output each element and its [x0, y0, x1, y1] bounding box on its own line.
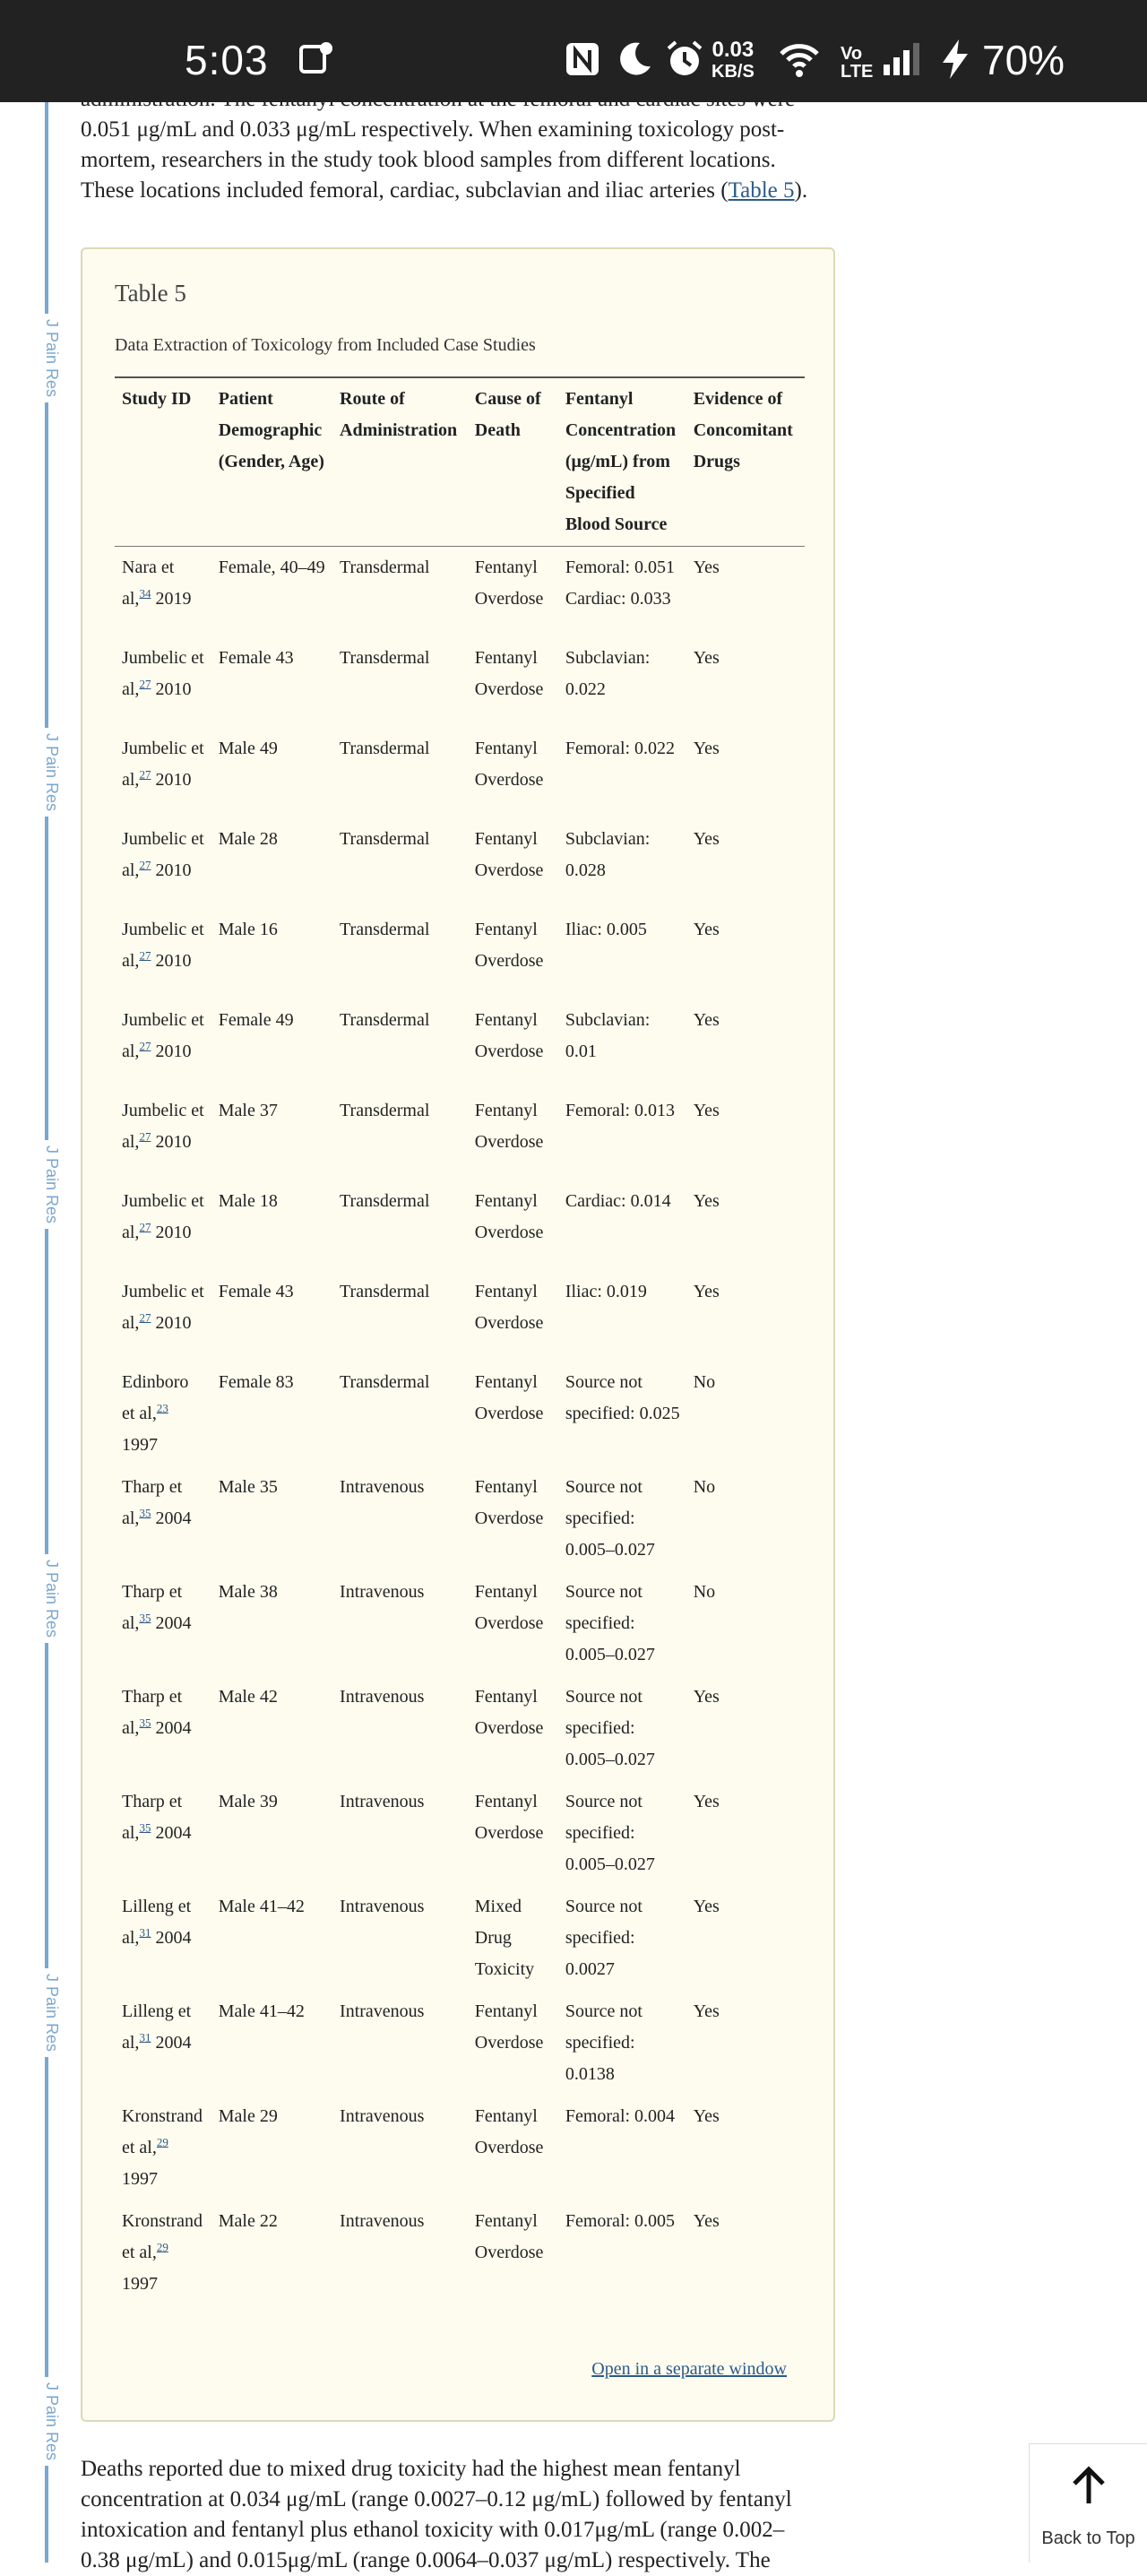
study-year: 2004 — [155, 1508, 192, 1528]
article-paragraph-top — [81, 84, 833, 206]
cell-concomitant: Yes — [693, 2210, 720, 2231]
table-number: Table 5 — [115, 280, 186, 307]
cell-study-id — [115, 1571, 211, 1676]
table-title: Data Extraction of Toxicology from Included Case Studies — [115, 335, 536, 355]
study-name: Edinboro et al, — [122, 1371, 189, 1423]
cell-concentration: Iliac: 0.019 — [565, 1281, 647, 1301]
cell-demographic: Male 35 — [218, 1476, 278, 1497]
study-name: Tharp et al, — [122, 1581, 183, 1633]
cell-demographic: Male 16 — [218, 919, 278, 939]
do-not-disturb-moon-icon — [613, 38, 656, 81]
cell-cause: Fentanyl Overdose — [474, 1009, 544, 1061]
cell-concentration: Source not specified: 0.0027 — [565, 1896, 642, 1979]
cell-route: Transdermal — [340, 1100, 430, 1120]
study-year: 2010 — [155, 679, 192, 699]
table-row — [115, 1571, 805, 1676]
charging-bolt-icon — [934, 38, 977, 81]
study-name: Nara et al, — [122, 558, 175, 609]
study-name: Jumbelic et al, — [122, 919, 204, 971]
cell-concomitant: No — [693, 1371, 716, 1392]
rail-label: J Pain Res — [32, 1140, 61, 1229]
battery-percent: 70% — [982, 37, 1065, 83]
study-year: 2004 — [155, 1822, 192, 1843]
back-to-top-label: Back to Top — [1041, 2528, 1135, 2548]
cell-route: Transdermal — [340, 1009, 430, 1030]
cell-study-id — [115, 728, 211, 818]
wifi-icon — [778, 38, 821, 81]
cell-concentration: Source not specified: 0.0138 — [565, 2001, 642, 2084]
cell-route: Transdermal — [340, 1190, 430, 1211]
table-5-link[interactable]: Table 5 — [728, 178, 795, 203]
study-name: Tharp et al, — [122, 1791, 183, 1843]
cell-demographic: Male 37 — [218, 1100, 278, 1120]
cell-study-id — [115, 1180, 211, 1271]
cell-concentration: Femoral: 0.022 — [565, 738, 676, 758]
toxicology-table — [115, 378, 805, 2305]
network-speed-value: 0.03 — [711, 38, 755, 62]
cell-study-id — [115, 818, 211, 909]
volte-top: Vo — [841, 44, 863, 64]
reference-link[interactable]: 35 — [139, 1820, 151, 1834]
cell-cause: Fentanyl Overdose — [474, 738, 544, 790]
table-row — [115, 1090, 805, 1180]
cell-study-id — [115, 547, 211, 637]
cell-route: Transdermal — [340, 919, 430, 939]
cell-concomitant: Yes — [693, 647, 720, 668]
study-name: Kronstrand et al, — [122, 2105, 203, 2157]
reference-link[interactable]: 29 — [156, 2134, 168, 2148]
study-year: 2019 — [155, 589, 192, 609]
cell-route: Intravenous — [340, 2210, 425, 2231]
study-name: Jumbelic et al, — [122, 647, 204, 699]
reference-link[interactable]: 35 — [139, 1610, 151, 1624]
reference-link[interactable]: 29 — [156, 2239, 168, 2253]
paragraph-line: These locations included femoral, cardiac, subclavian and iliac arteries ( — [81, 178, 729, 203]
cell-cause: Fentanyl Overdose — [474, 1190, 544, 1242]
cell-cause: Fentanyl Overdose — [474, 828, 544, 880]
signal-strength-icon — [880, 38, 923, 81]
table-row — [115, 547, 805, 637]
cell-concentration: Source not specified: 0.005–0.027 — [565, 1476, 655, 1560]
cell-concentration: Source not specified: 0.005–0.027 — [565, 1791, 655, 1874]
paragraph-line: 0.38 μg/mL) and 0.015μg/mL (range 0.0064–0.037 μg/mL) respectively. The — [81, 2548, 771, 2572]
table-row — [115, 728, 805, 818]
table-row — [115, 2096, 805, 2200]
study-year: 1997 — [122, 2168, 158, 2189]
cell-demographic: Male 39 — [218, 1791, 278, 1811]
table-row — [115, 1361, 805, 1466]
cell-concentration: Femoral: 0.051 Cardiac: 0.033 — [565, 558, 676, 609]
cell-study-id — [115, 2200, 211, 2305]
header-cause-of-death: Cause of Death — [468, 378, 558, 547]
article-paragraph-bottom — [81, 2454, 833, 2576]
cell-demographic: Male 22 — [218, 2210, 278, 2231]
alarm-clock-icon — [663, 38, 706, 81]
header-fentanyl-concentration: Fentanyl Concentration (μg/mL) from Specified Blood Source — [558, 378, 686, 547]
cell-demographic: Female 43 — [218, 1281, 294, 1301]
cell-route: Transdermal — [340, 647, 430, 668]
reference-link[interactable]: 35 — [139, 1505, 151, 1519]
cell-concomitant: Yes — [693, 2001, 720, 2021]
table-row — [115, 818, 805, 909]
study-name: Jumbelic et al, — [122, 1009, 204, 1061]
cell-concentration: Femoral: 0.004 — [565, 2105, 676, 2126]
study-year: 2004 — [155, 1927, 192, 1948]
cell-study-id — [115, 1781, 211, 1886]
cell-route: Transdermal — [340, 828, 430, 849]
arrow-up-icon — [1067, 2464, 1110, 2507]
cell-concomitant: Yes — [693, 738, 720, 758]
cell-concomitant: Yes — [693, 2105, 720, 2126]
cell-cause: Fentanyl Overdose — [474, 558, 544, 609]
study-name: Jumbelic et al, — [122, 1190, 204, 1242]
reference-link[interactable]: 27 — [139, 857, 151, 871]
cell-cause: Mixed Drug Toxicity — [474, 1896, 535, 1979]
back-to-top-button[interactable] — [1029, 2443, 1147, 2563]
cell-route: Transdermal — [340, 1371, 430, 1392]
cell-cause: Fentanyl Overdose — [474, 2001, 544, 2053]
cell-study-id — [115, 637, 211, 728]
cell-demographic: Male 29 — [218, 2105, 278, 2126]
cell-study-id — [115, 1090, 211, 1180]
cell-concentration: Subclavian: 0.01 — [565, 1009, 651, 1061]
nfc-icon — [561, 38, 604, 81]
study-name: Jumbelic et al, — [122, 828, 204, 880]
study-name: Jumbelic et al, — [122, 1100, 204, 1152]
study-name: Lilleng et al, — [122, 1896, 192, 1948]
cell-study-id — [115, 1991, 211, 2096]
study-name: Tharp et al, — [122, 1686, 183, 1738]
cell-route: Intravenous — [340, 1581, 425, 1602]
study-year: 1997 — [122, 2273, 158, 2294]
table-row — [115, 1180, 805, 1271]
reference-link[interactable]: 27 — [139, 676, 151, 690]
table-scroll-area[interactable] — [115, 376, 805, 2339]
study-year: 2010 — [155, 1131, 192, 1152]
cell-cause: Fentanyl Overdose — [474, 1100, 544, 1152]
study-year: 2010 — [155, 950, 192, 971]
study-year: 2004 — [155, 1717, 192, 1738]
network-speed-unit: KB/S — [711, 62, 755, 82]
cell-study-id — [115, 1886, 211, 1991]
study-year: 2010 — [155, 1041, 192, 1061]
header-concomitant-drugs: Evidence of Concomitant Drugs — [686, 378, 805, 547]
cell-route: Intravenous — [340, 2105, 425, 2126]
journal-side-rail — [45, 102, 48, 2563]
cell-demographic: Male 41–42 — [218, 1896, 305, 1916]
table-row — [115, 1991, 805, 2096]
study-name: Kronstrand et al, — [122, 2210, 203, 2262]
cell-route: Intravenous — [340, 1791, 425, 1811]
cell-concomitant: Yes — [693, 828, 720, 849]
cell-demographic: Male 49 — [218, 738, 278, 758]
study-year: 2010 — [155, 769, 192, 790]
cell-concomitant: Yes — [693, 1009, 720, 1030]
reference-link[interactable]: 23 — [156, 1400, 168, 1414]
table-row — [115, 2200, 805, 2305]
cell-demographic: Male 42 — [218, 1686, 278, 1707]
clock-time: 5:03 — [185, 37, 269, 83]
header-patient-demographic: Patient Demographic (Gender, Age) — [211, 378, 332, 547]
reference-link[interactable]: 27 — [139, 1310, 151, 1324]
cell-cause: Fentanyl Overdose — [474, 1581, 544, 1633]
cell-study-id — [115, 999, 211, 1090]
cell-concomitant: Yes — [693, 1686, 720, 1707]
table-header-row — [115, 378, 805, 547]
cell-route: Transdermal — [340, 738, 430, 758]
cell-cause: Fentanyl Overdose — [474, 1686, 544, 1738]
cell-concentration: Source not specified: 0.005–0.027 — [565, 1581, 655, 1664]
paragraph-line: concentration at 0.034 μg/mL (range 0.0027–0.12 μg/mL) followed by fentanyl — [81, 2487, 792, 2511]
reference-link[interactable]: 27 — [139, 1038, 151, 1052]
cell-concomitant: Yes — [693, 1100, 720, 1120]
study-year: 2004 — [155, 1612, 192, 1633]
cell-route: Transdermal — [340, 1281, 430, 1301]
cell-cause: Fentanyl Overdose — [474, 1281, 544, 1333]
open-in-separate-window-link[interactable]: Open in a separate window — [591, 2359, 787, 2379]
table-5-box — [81, 247, 835, 2422]
cell-demographic: Female 49 — [218, 1009, 294, 1030]
cell-concomitant: Yes — [693, 919, 720, 939]
header-study-id: Study ID — [115, 378, 211, 547]
cell-concentration: Femoral: 0.013 — [565, 1100, 676, 1120]
table-row — [115, 1466, 805, 1571]
cell-demographic: Male 28 — [218, 828, 278, 849]
cell-cause: Fentanyl Overdose — [474, 1791, 544, 1843]
cell-demographic: Female, 40–49 — [218, 558, 325, 577]
cell-study-id — [115, 909, 211, 999]
paragraph-line: ). — [794, 178, 808, 203]
header-route: Route of Administration — [332, 378, 468, 547]
reference-link[interactable]: 27 — [139, 1219, 151, 1233]
cell-concomitant: No — [693, 1581, 716, 1602]
cell-concentration: Cardiac: 0.014 — [565, 1190, 671, 1211]
cell-route: Intravenous — [340, 1686, 425, 1707]
cell-concomitant: No — [693, 1476, 716, 1497]
volte-bottom: LTE — [841, 62, 874, 82]
cell-demographic: Female 83 — [218, 1371, 294, 1392]
status-bar — [0, 0, 1147, 102]
rail-label: J Pain Res — [32, 2377, 61, 2466]
cell-study-id — [115, 1466, 211, 1571]
cell-cause: Fentanyl Overdose — [474, 919, 544, 971]
table-row — [115, 999, 805, 1090]
reference-link[interactable]: 27 — [139, 766, 151, 781]
study-name: Jumbelic et al, — [122, 738, 204, 790]
cell-study-id — [115, 1271, 211, 1361]
cell-route: Intravenous — [340, 1476, 425, 1497]
cell-concomitant: Yes — [693, 1190, 720, 1211]
table-row — [115, 1676, 805, 1781]
cell-cause: Fentanyl Overdose — [474, 1371, 544, 1423]
cell-study-id — [115, 1361, 211, 1466]
reference-link[interactable]: 35 — [139, 1715, 151, 1729]
rail-label: J Pain Res — [32, 1554, 61, 1643]
cell-concentration: Subclavian: 0.028 — [565, 828, 651, 880]
cell-route: Intravenous — [340, 2001, 425, 2021]
cell-study-id — [115, 2096, 211, 2200]
paragraph-line: Deaths reported due to mixed drug toxicity had the highest mean fentanyl — [81, 2457, 741, 2481]
cell-cause: Fentanyl Overdose — [474, 2105, 544, 2157]
study-year: 2010 — [155, 860, 192, 880]
cell-concentration: Iliac: 0.005 — [565, 919, 647, 939]
reference-link[interactable]: 27 — [139, 947, 151, 962]
reference-link[interactable]: 31 — [139, 2029, 151, 2044]
table-row — [115, 1781, 805, 1886]
study-year: 1997 — [122, 1434, 158, 1455]
study-name: Tharp et al, — [122, 1476, 183, 1528]
volte-indicator — [841, 45, 873, 81]
study-year: 2010 — [155, 1312, 192, 1333]
cell-demographic: Male 38 — [218, 1581, 278, 1602]
cell-concomitant: Yes — [693, 1896, 720, 1916]
paragraph-line: 0.051 μg/mL and 0.033 μg/mL respectively. When examining toxicology post- — [81, 117, 785, 142]
cell-demographic: Female 43 — [218, 647, 294, 668]
cell-cause: Fentanyl Overdose — [474, 647, 544, 699]
cell-route: Intravenous — [340, 1896, 425, 1916]
cell-study-id — [115, 1676, 211, 1781]
cell-concentration: Subclavian: 0.022 — [565, 647, 651, 699]
study-name: Jumbelic et al, — [122, 1281, 204, 1333]
cell-cause: Fentanyl Overdose — [474, 2210, 544, 2262]
rail-label: J Pain Res — [32, 314, 61, 402]
reference-link[interactable]: 34 — [139, 586, 151, 601]
cell-concentration: Source not specified: 0.005–0.027 — [565, 1686, 655, 1769]
study-year: 2010 — [155, 1222, 192, 1242]
cell-cause: Fentanyl Overdose — [474, 1476, 544, 1528]
study-year: 2004 — [155, 2032, 192, 2053]
cell-concomitant: Yes — [693, 1791, 720, 1811]
rail-label: J Pain Res — [32, 1968, 61, 2057]
reference-link[interactable]: 27 — [139, 1128, 151, 1143]
table-row — [115, 1886, 805, 1991]
study-name: Lilleng et al, — [122, 2001, 192, 2053]
cell-concentration: Femoral: 0.005 — [565, 2210, 676, 2231]
cell-route: Transdermal — [340, 558, 430, 577]
rail-label: J Pain Res — [32, 728, 61, 817]
cell-concentration: Source not specified: 0.025 — [565, 1371, 680, 1423]
table-row — [115, 909, 805, 999]
network-speed — [711, 39, 755, 82]
paragraph-line: mortem, researchers in the study took blood samples from different locations. — [81, 148, 776, 172]
cell-concomitant: Yes — [693, 1281, 720, 1301]
table-row — [115, 1271, 805, 1361]
cell-demographic: Male 41–42 — [218, 2001, 305, 2021]
table-row — [115, 637, 805, 728]
notification-icon — [294, 38, 337, 81]
paragraph-line: intoxication and fentanyl plus ethanol toxicity with 0.017μg/mL (range 0.002– — [81, 2518, 785, 2542]
cell-demographic: Male 18 — [218, 1190, 278, 1211]
reference-link[interactable]: 31 — [139, 1924, 151, 1939]
cell-concomitant: Yes — [693, 558, 720, 577]
